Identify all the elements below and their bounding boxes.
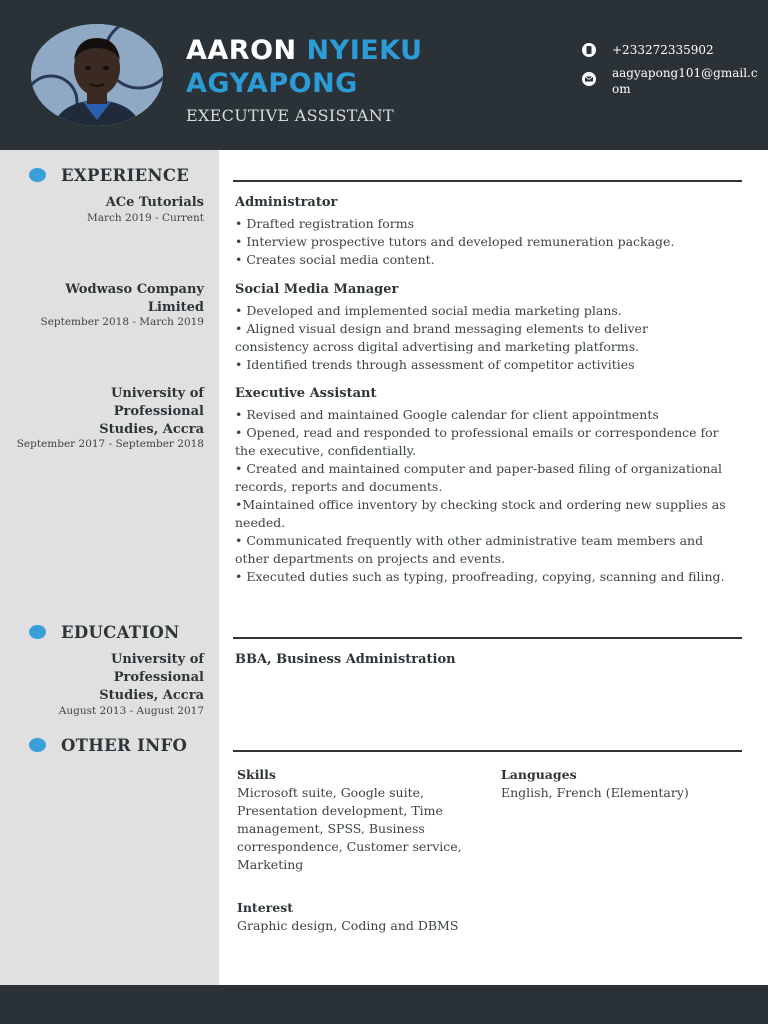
bullet-item: • Developed and implemented social media marketing plans.: [235, 303, 622, 318]
bullet-item: • Revised and maintained Google calendar for client appointments: [235, 407, 659, 422]
bullet-item: • Identified trends through assessment of competitor activities: [235, 357, 635, 372]
education-degree: BBA, Business Administration: [235, 652, 456, 667]
experience-divider: [233, 180, 742, 182]
bullet-item: • Creates social media content.: [235, 252, 435, 267]
interest-label: Interest: [237, 900, 294, 915]
experience-role: Administrator: [235, 195, 338, 210]
experience-heading: EXPERIENCE: [61, 166, 190, 185]
experience-role: Social Media Manager: [235, 282, 399, 297]
other-info-divider: [233, 750, 742, 752]
bullet-item: • Created and maintained computer and paper-based filing of organizational records, reports and documents.: [235, 461, 723, 494]
languages-label: Languages: [501, 767, 577, 782]
first-name: AARON: [186, 35, 297, 66]
education-heading: EDUCATION: [61, 623, 180, 642]
education-dates: August 2013 - August 2017: [58, 705, 204, 717]
languages-text: English, French (Elementary): [501, 785, 689, 800]
interest-text: Graphic design, Coding and DBMS: [237, 918, 459, 933]
last-name-line1: NYIEKU: [306, 35, 423, 66]
skills-label: Skills: [237, 767, 276, 782]
full-name: [186, 34, 423, 100]
experience-bullets: [235, 406, 735, 586]
phone-icon: [582, 43, 596, 57]
page-footer-bar: [0, 985, 768, 1024]
profile-photo: [31, 24, 163, 126]
experience-org: ACe Tutorials: [105, 195, 204, 210]
bullet-item: • Drafted registration forms: [235, 216, 415, 231]
graduation-cap-icon: [29, 625, 46, 639]
email-address[interactable]: aagyapong101@gmail.com: [612, 66, 758, 96]
experience-role: Executive Assistant: [235, 386, 377, 401]
last-name-line2: AGYAPONG: [186, 68, 358, 99]
bullet-item: • Aligned visual design and brand messaging elements to deliver consistency across digital advertising and marketing platforms.: [235, 321, 648, 354]
education-divider: [233, 637, 742, 639]
experience-bullets: [235, 302, 705, 374]
skills-text: Microsoft suite, Google suite, Presentation development, Time management, SPSS, Business correspondence, Customer service, Marketing: [237, 785, 462, 872]
experience-dates: March 2019 - Current: [87, 212, 204, 224]
experience-org: University of Professional Studies, Accra: [99, 386, 204, 437]
bullet-item: •Maintained office inventory by checking stock and ordering new supplies as needed.: [235, 497, 726, 530]
phone-number: +233272335902: [612, 43, 714, 57]
email-icon: [582, 72, 596, 86]
bullet-item: • Opened, read and responded to professional emails or correspondence for the executive, confidentially.: [235, 425, 719, 458]
paperclip-icon: [29, 738, 46, 752]
experience-org: Wodwaso Company Limited: [65, 282, 204, 315]
job-title: EXECUTIVE ASSISTANT: [186, 106, 394, 125]
bullet-item: • Interview prospective tutors and developed remuneration package.: [235, 234, 675, 249]
other-info-heading: OTHER INFO: [61, 736, 188, 755]
bullet-item: • Executed duties such as typing, proofreading, copying, scanning and filing.: [235, 569, 725, 584]
left-sidebar: [0, 150, 219, 985]
bullet-item: • Communicated frequently with other administrative team members and other departments on projects and events.: [235, 533, 704, 566]
briefcase-icon: [29, 168, 46, 182]
experience-bullets: [235, 215, 740, 269]
resume-header: [0, 0, 768, 150]
education-org: University of Professional Studies, Accra: [99, 652, 204, 703]
experience-dates: September 2018 - March 2019: [40, 316, 204, 328]
experience-dates: September 2017 - September 2018: [16, 438, 204, 450]
